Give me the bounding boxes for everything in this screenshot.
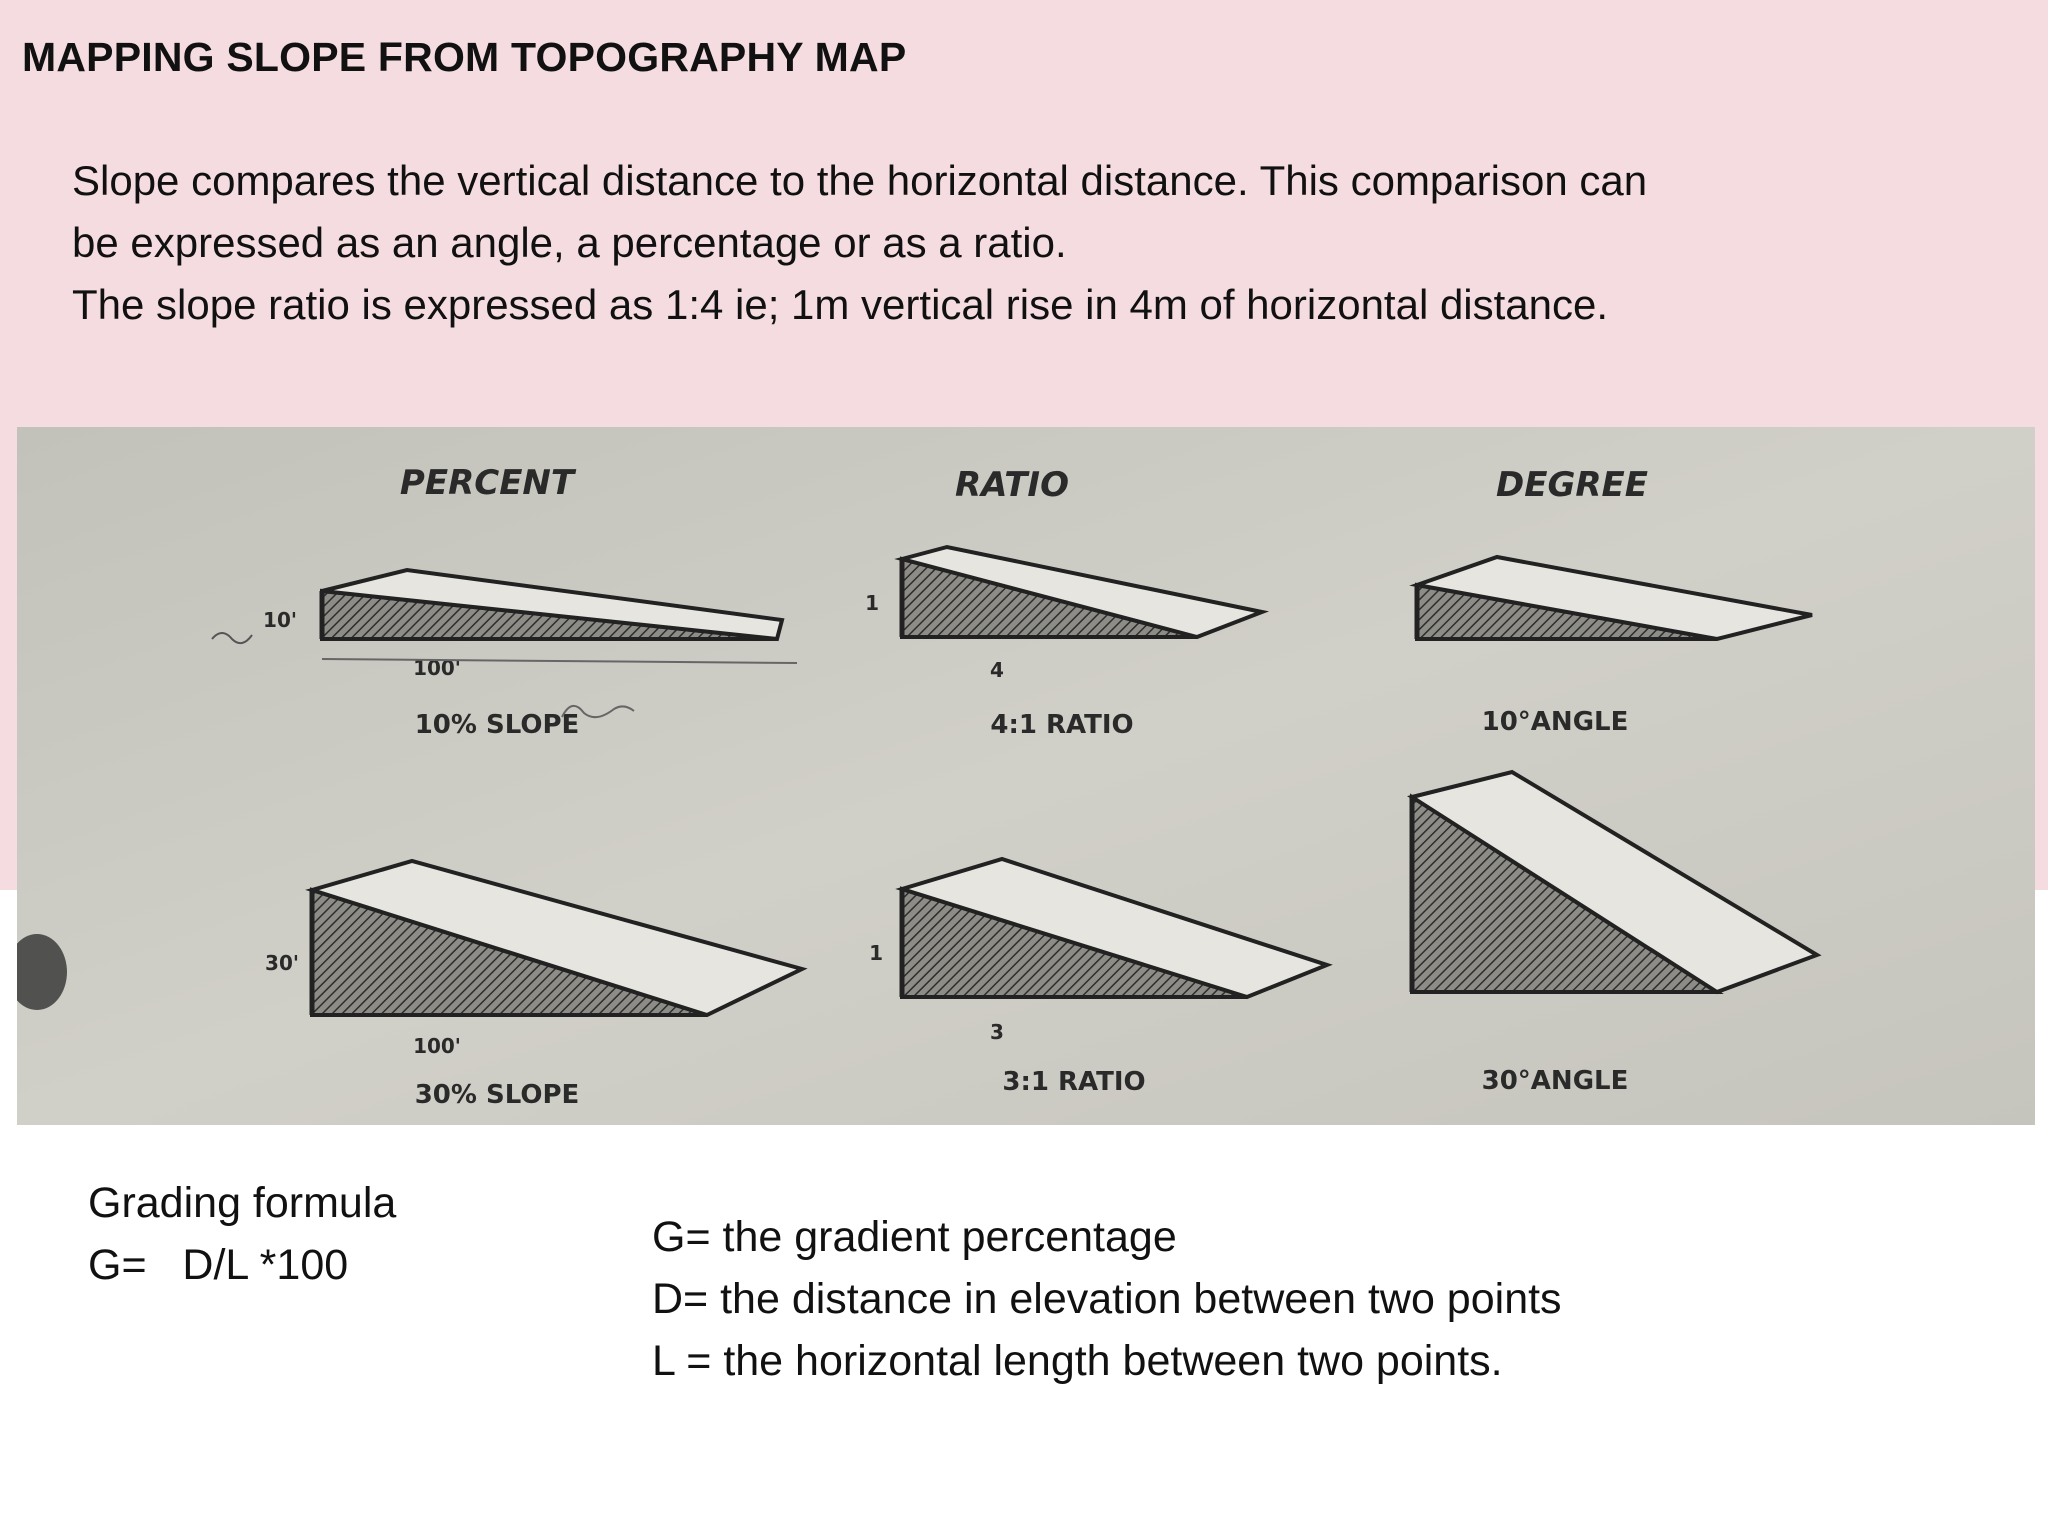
definition-d: D= the distance in elevation between two points [652,1275,1562,1323]
rise-label-10-percent: 10' [263,608,297,632]
run-label-30-percent: 100' [413,1034,461,1058]
slope-diagram [17,427,2035,1125]
grading-formula [88,1172,396,1296]
definition-l: L = the horizontal length between two points. [652,1337,1503,1385]
run-label-3-to-1: 3 [990,1020,1004,1044]
column-header-degree: DEGREE [1496,465,1648,505]
formula-definitions [652,1206,1562,1392]
column-header-ratio: RATIO [955,465,1069,505]
caption-30-percent: 30% SLOPE [414,1080,580,1110]
intro-line-2: be expressed as an angle, a percentage or as a ratio. [72,219,1067,266]
caption-4-to-1: 4:1 RATIO [990,710,1134,740]
slope-diagram-photo [17,427,2035,1125]
column-header-percent: PERCENT [399,463,575,503]
formula-equation: G= D/L *100 [88,1241,349,1289]
rise-label-4-to-1: 1 [865,591,879,615]
paper-background [17,427,2035,1125]
intro-paragraph [72,150,1972,336]
caption-3-to-1: 3:1 RATIO [1002,1067,1146,1097]
rise-label-3-to-1: 1 [869,941,883,965]
run-label-4-to-1: 4 [990,658,1004,682]
intro-line-1: Slope compares the vertical distance to the horizontal distance. This comparison can [72,157,1648,204]
caption-30-degree: 30°ANGLE [1481,1066,1629,1096]
caption-10-degree: 10°ANGLE [1481,707,1629,737]
run-label-10-percent: 100' [413,656,461,680]
rise-label-30-percent: 30' [265,951,299,975]
definition-g: G= the gradient percentage [652,1213,1177,1261]
intro-line-3: The slope ratio is expressed as 1:4 ie; 1m vertical rise in 4m of horizontal distance. [72,281,1609,328]
caption-10-percent: 10% SLOPE [414,710,580,740]
slide-title: MAPPING SLOPE FROM TOPOGRAPHY MAP [22,34,907,80]
formula-heading: Grading formula [88,1179,397,1227]
